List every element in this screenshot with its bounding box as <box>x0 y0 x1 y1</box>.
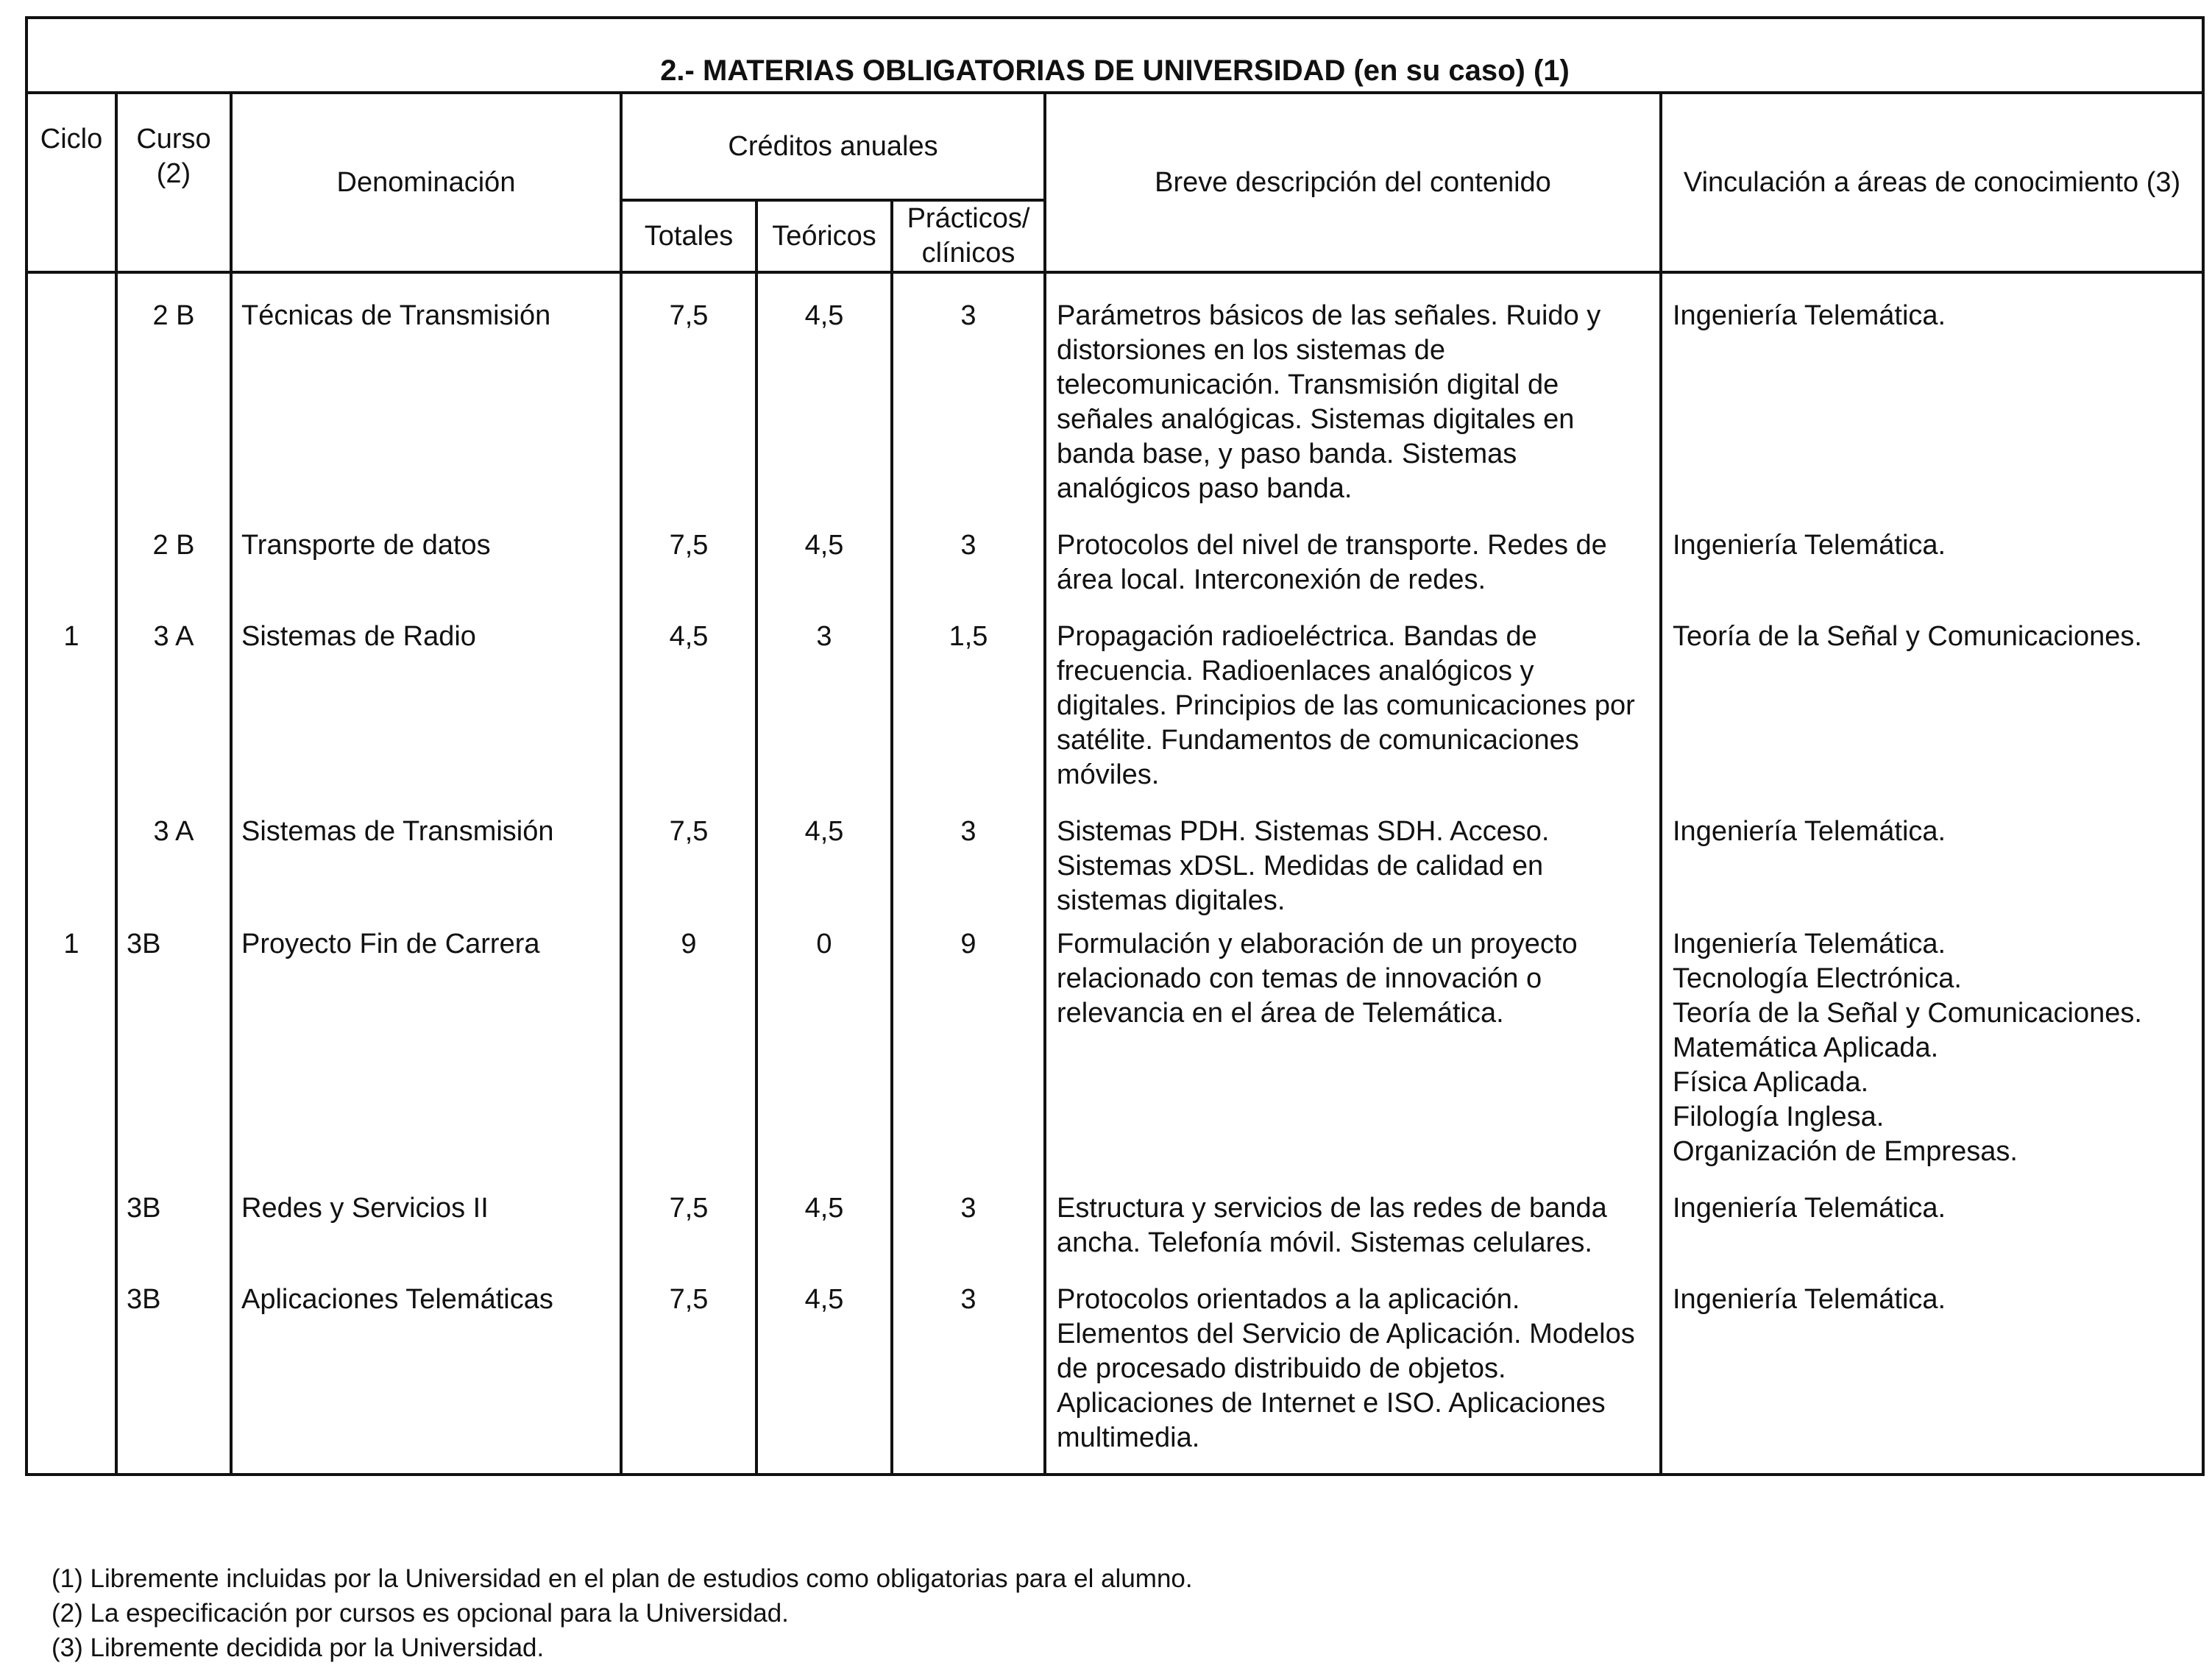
cell-denominacion: Redes y Servicios II <box>231 1191 621 1282</box>
header-creditos: Créditos anuales <box>621 93 1045 200</box>
header-curso: Curso (2) <box>116 93 231 272</box>
cell-descripcion: Sistemas PDH. Sistemas SDH. Acceso. Sistemas xDSL. Medidas de calidad en sistemas digitales. <box>1045 815 1661 918</box>
cell-totales: 9 <box>621 918 756 1191</box>
footnote-1: (1) Libremente incluidas por la Universidad en el plan de estudios como obligatorias para el alumno. <box>52 1564 1193 1593</box>
cell-curso: 2 B <box>116 528 231 620</box>
header-teoricos: Teóricos <box>756 200 892 272</box>
cell-totales: 7,5 <box>621 1191 756 1282</box>
cell-teoricos: 4,5 <box>756 528 892 620</box>
cell-teoricos: 3 <box>756 620 892 815</box>
area-item: Ingeniería Telemática. <box>1673 816 1946 847</box>
footnote-2: (2) La especificación por cursos es opcional para la Universidad. <box>52 1599 789 1628</box>
cell-areas <box>1661 272 2203 528</box>
cell-curso: 2 B <box>116 272 231 528</box>
cell-practicos: 3 <box>892 815 1045 918</box>
area-item: Tecnología Electrónica. <box>1673 963 1962 994</box>
subjects-table <box>25 16 2205 1476</box>
header-descripcion: Breve descripción del contenido <box>1045 93 1661 272</box>
cell-areas <box>1661 528 2203 620</box>
area-item: Filología Inglesa. <box>1673 1101 1885 1132</box>
header-practicos: Prácticos/ clínicos <box>892 200 1045 272</box>
table-title: 2.- MATERIAS OBLIGATORIAS DE UNIVERSIDAD (en su caso) (1) <box>26 18 2203 93</box>
cell-totales: 7,5 <box>621 272 756 528</box>
cell-ciclo <box>26 1282 116 1475</box>
cell-totales: 7,5 <box>621 815 756 918</box>
cell-curso: 3B <box>116 918 231 1191</box>
cell-teoricos: 4,5 <box>756 1282 892 1475</box>
cell-curso: 3B <box>116 1282 231 1475</box>
cell-ciclo: 1 <box>26 918 116 1191</box>
cell-denominacion: Sistemas de Radio <box>231 620 621 815</box>
cell-descripcion: Protocolos del nivel de transporte. Redes de área local. Interconexión de redes. <box>1045 528 1661 620</box>
cell-practicos: 3 <box>892 1282 1045 1475</box>
table-row <box>26 528 2203 620</box>
cell-areas <box>1661 815 2203 918</box>
cell-areas <box>1661 1282 2203 1475</box>
area-item: Ingeniería Telemática. <box>1673 530 1946 561</box>
cell-denominacion: Aplicaciones Telemáticas <box>231 1282 621 1475</box>
cell-curso: 3 A <box>116 815 231 918</box>
area-item: Teoría de la Señal y Comunicaciones. <box>1673 621 2142 652</box>
header-ciclo: Ciclo <box>26 93 116 272</box>
cell-practicos: 1,5 <box>892 620 1045 815</box>
cell-areas <box>1661 1191 2203 1282</box>
cell-teoricos: 4,5 <box>756 815 892 918</box>
cell-descripcion: Propagación radioeléctrica. Bandas de frecuencia. Radioenlaces analógicos y digitales. Principios de las comunicaciones por satélite. Fundamentos de comunicaciones móviles. <box>1045 620 1661 815</box>
table-row <box>26 918 2203 1191</box>
area-item: Ingeniería Telemática. <box>1673 1284 1946 1315</box>
area-item: Organización de Empresas. <box>1673 1136 2018 1167</box>
cell-practicos: 3 <box>892 1191 1045 1282</box>
area-item: Ingeniería Telemática. <box>1673 1193 1946 1224</box>
cell-practicos: 3 <box>892 272 1045 528</box>
cell-areas <box>1661 620 2203 815</box>
area-item: Matemática Aplicada. <box>1673 1032 1939 1063</box>
cell-practicos: 9 <box>892 918 1045 1191</box>
cell-ciclo <box>26 528 116 620</box>
cell-denominacion: Sistemas de Transmisión <box>231 815 621 918</box>
cell-teoricos: 0 <box>756 918 892 1191</box>
cell-descripcion: Protocolos orientados a la aplicación. Elementos del Servicio de Aplicación. Modelos de procesado distribuido de objetos. Aplicaciones de Internet e ISO. Aplicaciones multimedia. <box>1045 1282 1661 1475</box>
area-item: Ingeniería Telemática. <box>1673 929 1946 959</box>
cell-descripcion: Formulación y elaboración de un proyecto relacionado con temas de innovación o relevancia en el área de Telemática. <box>1045 918 1661 1191</box>
cell-curso: 3B <box>116 1191 231 1282</box>
area-item: Teoría de la Señal y Comunicaciones. <box>1673 998 2142 1029</box>
cell-denominacion: Transporte de datos <box>231 528 621 620</box>
cell-descripcion: Parámetros básicos de las señales. Ruido y distorsiones en los sistemas de telecomunicación. Transmisión digital de señales analógicas. Sistemas digitales en banda base, y paso banda. Sistemas analógicos paso banda. <box>1045 272 1661 528</box>
cell-ciclo: 1 <box>26 620 116 815</box>
cell-curso: 3 A <box>116 620 231 815</box>
cell-totales: 7,5 <box>621 1282 756 1475</box>
table-row <box>26 620 2203 815</box>
header-vinculacion: Vinculación a áreas de conocimiento (3) <box>1661 93 2203 272</box>
cell-denominacion: Técnicas de Transmisión <box>231 272 621 528</box>
header-denominacion: Denominación <box>231 93 621 272</box>
cell-ciclo <box>26 1191 116 1282</box>
table-row <box>26 1191 2203 1282</box>
cell-denominacion: Proyecto Fin de Carrera <box>231 918 621 1191</box>
table-row <box>26 272 2203 528</box>
cell-practicos: 3 <box>892 528 1045 620</box>
header-totales: Totales <box>621 200 756 272</box>
cell-totales: 7,5 <box>621 528 756 620</box>
cell-descripcion: Estructura y servicios de las redes de banda ancha. Telefonía móvil. Sistemas celulares. <box>1045 1191 1661 1282</box>
footnotes <box>52 1561 1193 1665</box>
table-row <box>26 1282 2203 1475</box>
cell-teoricos: 4,5 <box>756 1191 892 1282</box>
area-item: Ingeniería Telemática. <box>1673 300 1946 331</box>
footnote-3: (3) Libremente decidida por la Universidad. <box>52 1633 545 1662</box>
cell-teoricos: 4,5 <box>756 272 892 528</box>
cell-ciclo <box>26 272 116 528</box>
area-item: Física Aplicada. <box>1673 1067 1869 1098</box>
cell-totales: 4,5 <box>621 620 756 815</box>
cell-areas <box>1661 918 2203 1191</box>
cell-ciclo <box>26 815 116 918</box>
table-row <box>26 815 2203 918</box>
